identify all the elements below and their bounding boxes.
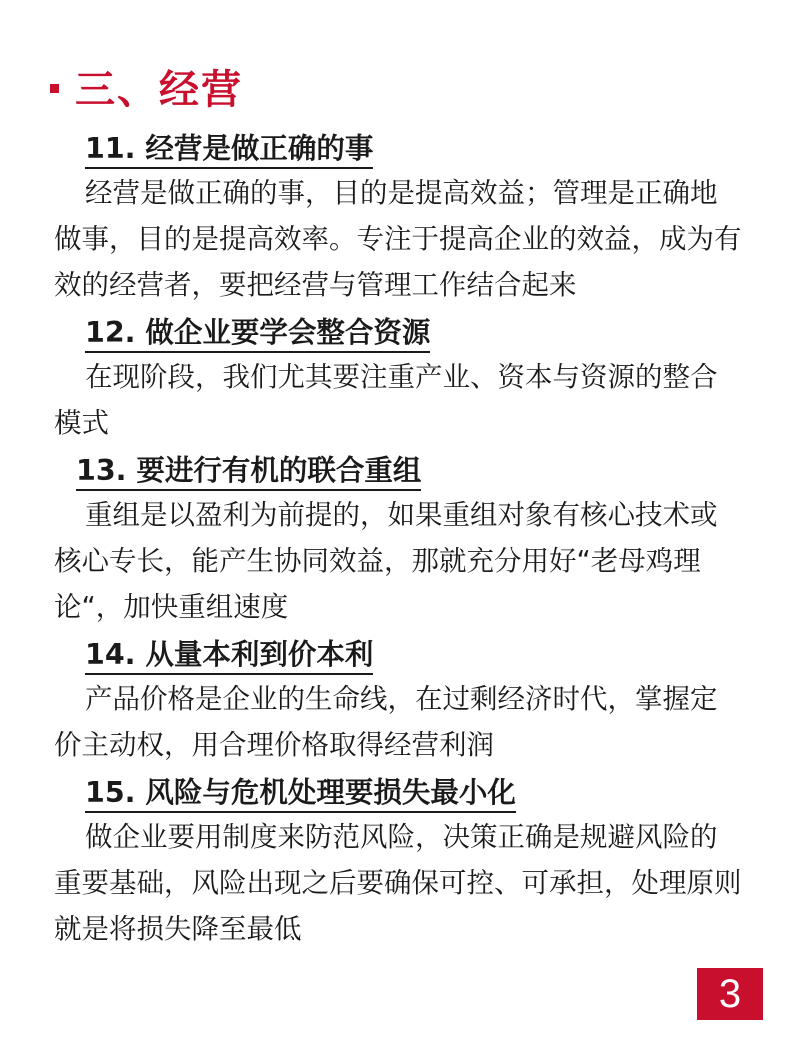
item-body: 经营是做正确的事，目的是提高效益；管理是正确地做事，目的是提高效率。专注于提高企业的效益，成为有效的经营者，要把经营与管理工作结合起来 <box>54 177 742 301</box>
content <box>54 128 744 956</box>
section-title: 三、经营 <box>75 66 243 113</box>
item-heading: 14. 从量本利到价本利 <box>54 634 744 676</box>
item-body: 重组是以盈利为前提的，如果重组对象有核心技术或核心专长，能产生协同效益，那就充分用好“老母鸡理论“，加快重组速度 <box>54 499 718 623</box>
item-heading: 12. 做企业要学会整合资源 <box>54 312 744 354</box>
page-number-badge: 3 <box>697 968 763 1020</box>
item-body: 做企业要用制度来防范风险，决策正确是规避风险的重要基础，风险出现之后要确保可控、可承担，处理原则就是将损失降至最低 <box>54 821 742 945</box>
section-header <box>50 58 243 114</box>
bullet-icon <box>50 84 59 93</box>
item-heading: 15. 风险与危机处理要损失最小化 <box>54 772 744 814</box>
item-heading: 13. 要进行有机的联合重组 <box>54 450 744 492</box>
item-heading: 11. 经营是做正确的事 <box>54 128 744 170</box>
item-body: 在现阶段，我们尤其要注重产业、资本与资源的整合模式 <box>54 361 718 439</box>
item-body: 产品价格是企业的生命线，在过剩经济时代，掌握定价主动权，用合理价格取得经营利润 <box>54 683 718 761</box>
